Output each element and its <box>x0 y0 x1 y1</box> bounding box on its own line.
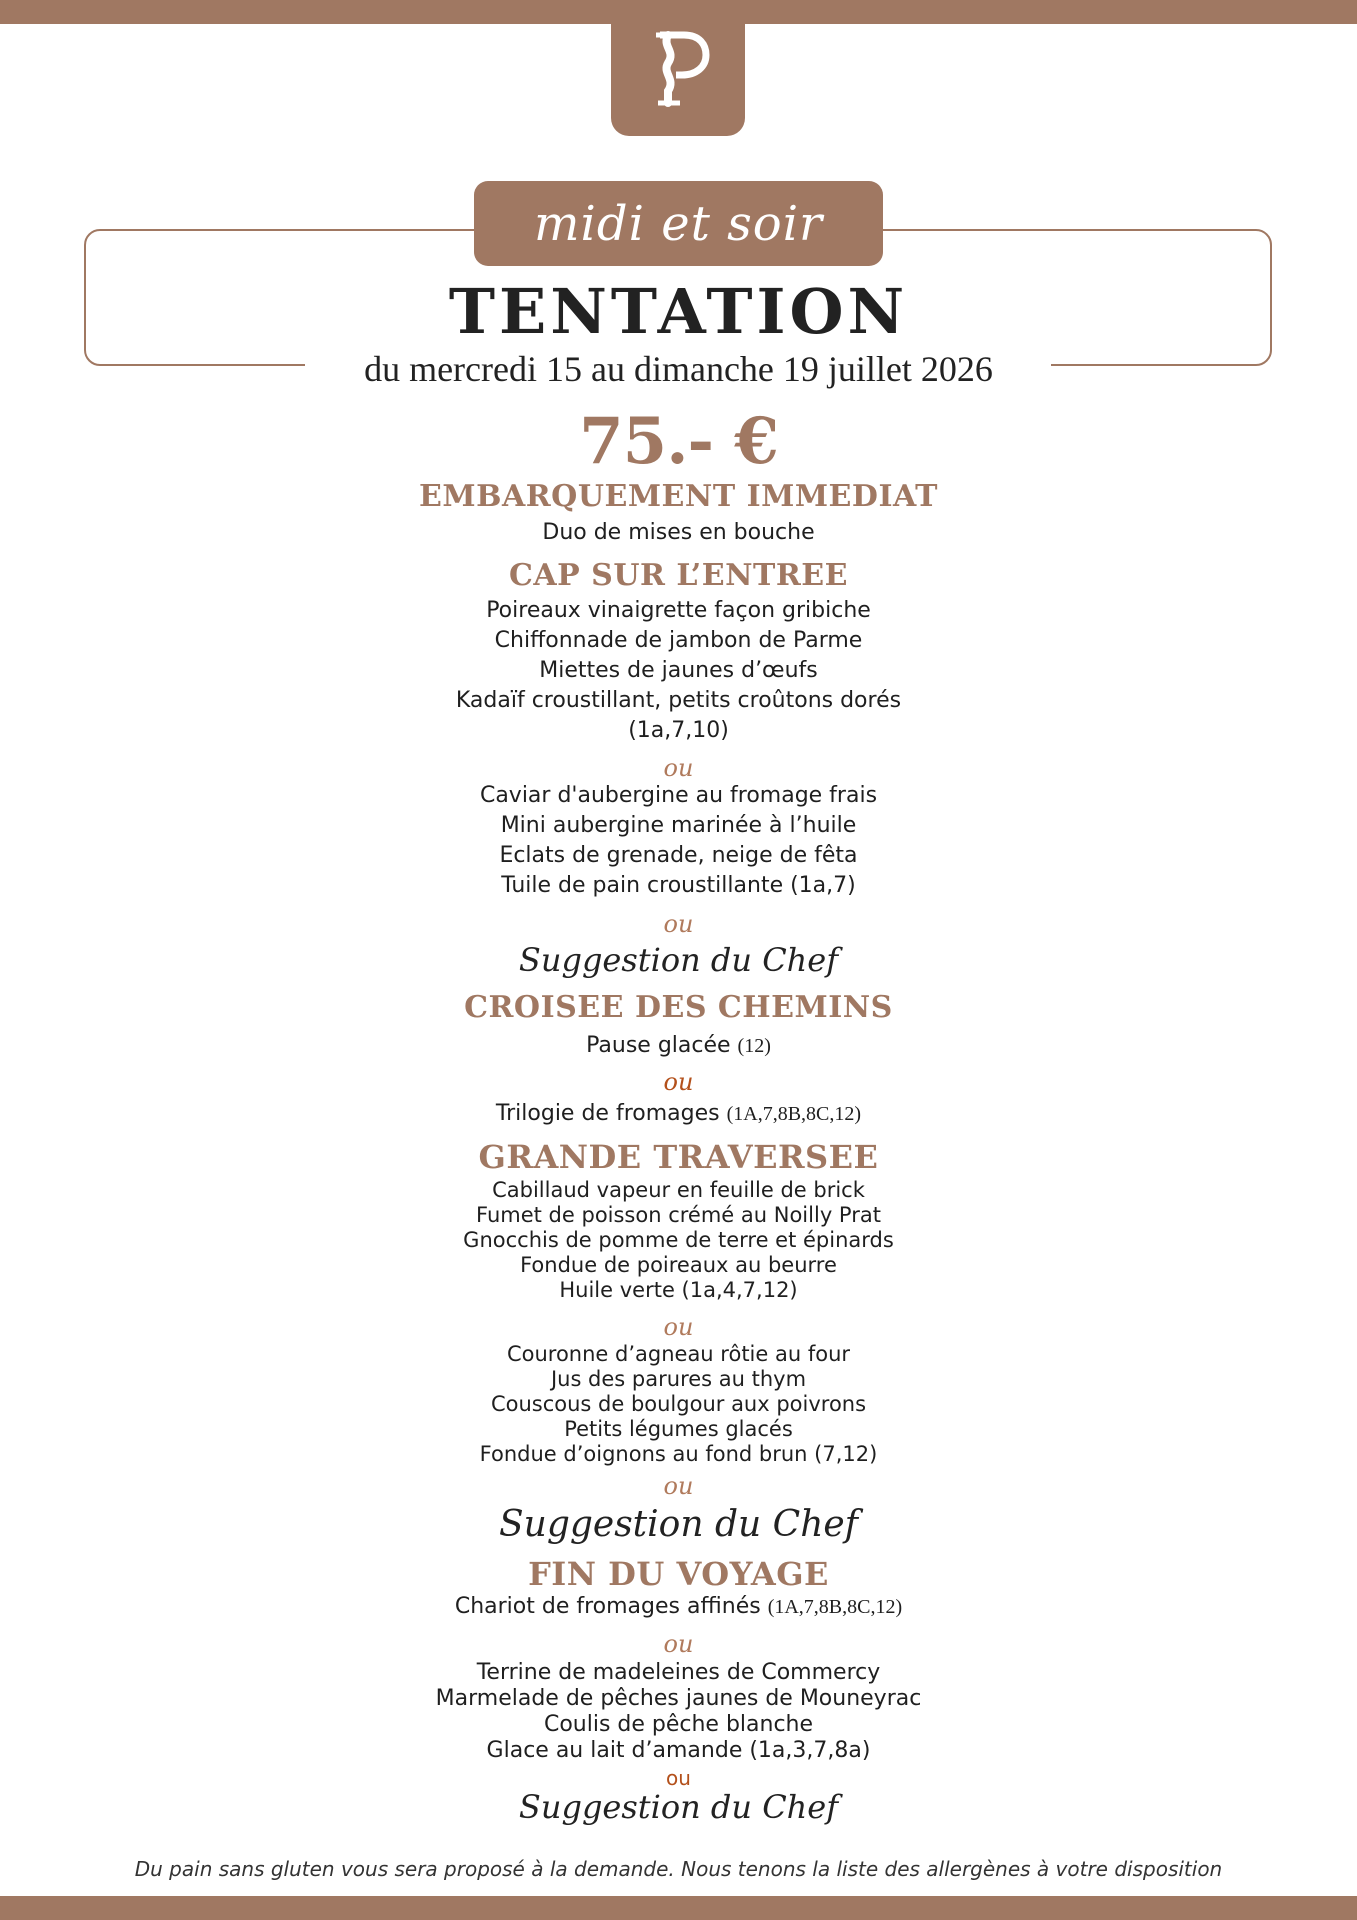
or-separator: ou <box>663 910 694 938</box>
section-title-entree: CAP SUR L’ENTREE <box>509 558 848 593</box>
menu-item: Terrine de madeleines de Commercy <box>476 1660 881 1685</box>
chef-suggestion: Suggestion du Chef <box>518 941 839 979</box>
menu-item: Fondue d’oignons au fond brun (7,12) <box>479 1442 878 1466</box>
menu-item: Duo de mises en bouche <box>542 520 815 545</box>
allergen-codes: (12) <box>737 1035 771 1057</box>
p-monogram-icon <box>646 27 710 109</box>
menu-title: TENTATION <box>448 275 909 348</box>
menu-item: Fumet de poisson crémé au Noilly Prat <box>476 1203 881 1227</box>
chef-suggestion: Suggestion du Chef <box>498 1504 859 1545</box>
menu-item: Coulis de pêche blanche <box>543 1712 814 1737</box>
or-separator: ou <box>663 1630 694 1658</box>
allergen-codes: (1A,7,8B,8C,12) <box>767 1596 903 1618</box>
menu-item: Cabillaud vapeur en feuille de brick <box>492 1178 865 1202</box>
menu-item: Huile verte (1a,4,7,12) <box>559 1278 798 1302</box>
menu-item: Couronne d’agneau rôtie au four <box>506 1342 851 1366</box>
menu-item: Couscous de boulgour aux poivrons <box>490 1392 867 1416</box>
menu-item: Mini aubergine marinée à l’huile <box>500 813 857 838</box>
logo <box>611 0 745 136</box>
menu-item: Jus des parures au thym <box>550 1367 807 1391</box>
menu-item: Chariot de fromages affinés (1A,7,8B,8C,12) <box>454 1594 903 1619</box>
allergen-codes: (1A,7,8B,8C,12) <box>726 1103 862 1125</box>
or-separator: ou <box>663 1313 694 1341</box>
or-separator: ou <box>663 1068 694 1096</box>
menu-item: Trilogie de fromages (1A,7,8B,8C,12) <box>495 1101 862 1126</box>
menu-dates: du mercredi 15 au dimanche 19 juillet 2026 <box>364 349 993 389</box>
section-title-croisee: CROISEE DES CHEMINS <box>464 990 893 1025</box>
menu-item: Fondue de poireaux au beurre <box>520 1253 837 1277</box>
menu-item: Glace au lait d’amande (1a,3,7,8a) <box>486 1738 871 1763</box>
menu-item: Pause glacée (12) <box>586 1033 771 1058</box>
menu-item: Miettes de jaunes d’œufs <box>539 658 818 683</box>
menu-item: Poireaux vinaigrette façon gribiche <box>486 598 871 623</box>
chef-suggestion: Suggestion du Chef <box>518 1788 839 1826</box>
section-title-traversee: GRANDE TRAVERSEE <box>478 1138 879 1176</box>
bottom-band <box>0 1896 1357 1920</box>
service-badge: midi et soir <box>474 181 883 266</box>
menu-item: Kadaïf croustillant, petits croûtons dorés <box>455 688 902 713</box>
menu-item: Eclats de grenade, neige de fêta <box>499 843 858 868</box>
menu-item: Gnocchis de pomme de terre et épinards <box>463 1228 894 1252</box>
menu-item: Petits légumes glacés <box>564 1417 793 1441</box>
or-separator: ou <box>663 1472 694 1500</box>
or-separator: ou <box>663 754 694 782</box>
section-title-embarquement: EMBARQUEMENT IMMEDIAT <box>419 479 938 514</box>
menu-price: 75.- € <box>579 404 778 479</box>
or-separator: ou <box>666 1766 691 1790</box>
menu-item: Tuile de pain croustillante (1a,7) <box>501 873 856 898</box>
menu-item: Caviar d'aubergine au fromage frais <box>479 783 878 808</box>
allergen-footer-note: Du pain sans gluten vous sera proposé à la demande. Nous tenons la liste des allergènes à votre disposition <box>134 1857 1223 1881</box>
menu-item: Marmelade de pêches jaunes de Mouneyrac <box>435 1686 922 1711</box>
section-title-fin-voyage: FIN DU VOYAGE <box>528 1555 829 1593</box>
menu-item: Chiffonnade de jambon de Parme <box>494 628 863 653</box>
menu-item-allergens: (1a,7,10) <box>628 718 729 743</box>
